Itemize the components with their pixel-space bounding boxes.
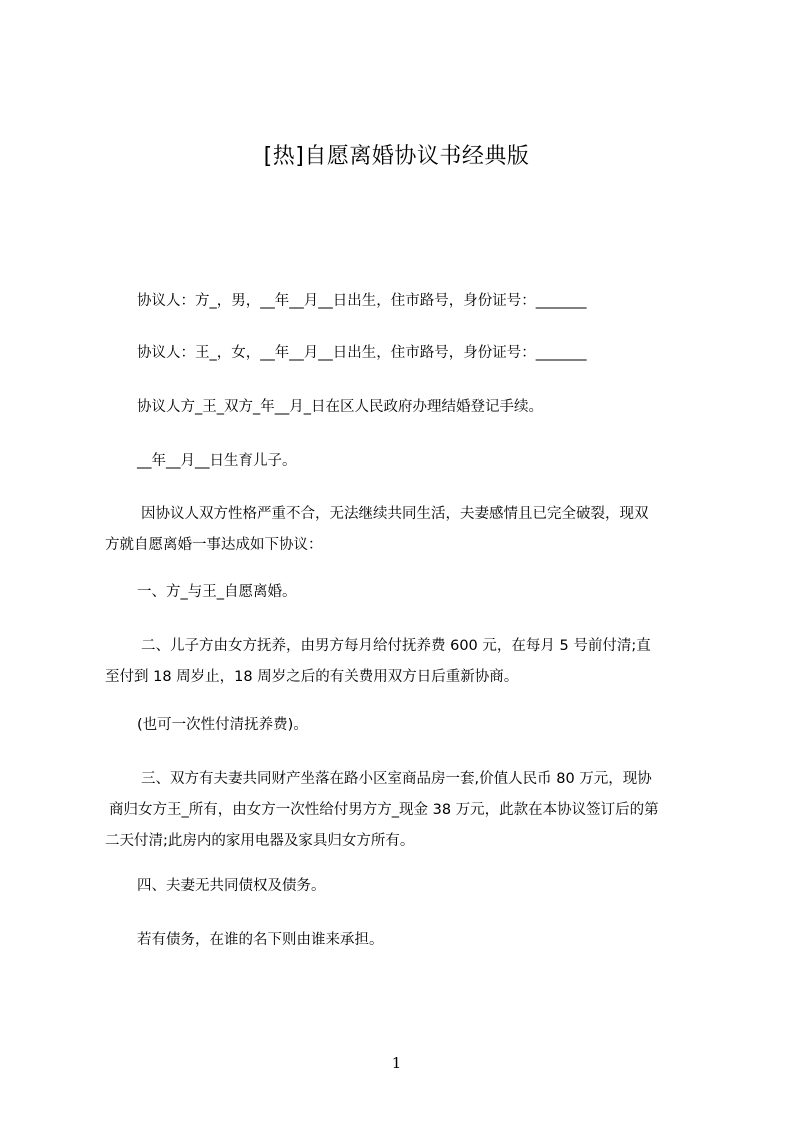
paragraph-line: 若有债务，在谁的名下则由谁来承担。 [137,932,384,948]
paragraph-marriage-registration [105,392,705,423]
clause-three [105,764,705,857]
paragraph-line: 四、夫妻无共同债权及债务。 [137,878,326,894]
paragraph-line: 协议人：方_，男，__年__月__日出生，住市路号，身份证号：_______ [137,293,587,309]
paragraph-line: 方就自愿离婚一事达成如下协议： [105,537,323,553]
paragraph-party-b [105,338,705,369]
paragraph-line: 一、方_与王_自愿离婚。 [137,584,297,600]
paragraph-line: 二、儿子方由女方抚养，由男方每月给付抚养费 600 元，在每月 5 号前付清;直 [141,638,651,654]
paragraph-one-time-payment [105,710,705,741]
paragraph-line: 至付到 18 周岁止，18 周岁之后的有关费用双方日后重新协商。 [105,669,519,685]
paragraph-line: 商归女方王_所有，由女方一次性给付男方方_现金 38 万元，此款在本协议签订后的第 [109,802,659,818]
paragraph-line: __年__月__日生育儿子。 [137,453,297,469]
paragraph-divorce-reason [105,499,705,561]
clause-one [105,577,705,608]
paragraph-line: 协议人方_王_双方_年__月_日在区人民政府办理结婚登记手续。 [137,399,543,415]
paragraph-line: 因协议人双方性格严重不合，无法继续共同生活，夫妻感情且已完全破裂，现双 [141,506,649,522]
paragraph-line: 三、双方有夫妻共同财产坐落在路小区室商品房一套,价值人民币 80 万元，现协 [141,771,652,787]
paragraph-line: (也可一次性付清抚养费)。 [137,717,308,733]
paragraph-party-a [105,286,705,317]
paragraph-line: 协议人：王_，女，__年__月__日出生，住市路号，身份证号：_______ [137,345,587,361]
paragraph-line: 二天付清;此房内的家用电器及家具归女方所有。 [105,833,415,849]
clause-four [105,871,705,902]
document-title: [热]自愿离婚协议书经典版 [263,144,530,169]
clause-two [105,631,705,693]
paragraph-debt-responsibility [105,925,705,956]
paragraph-child-birth [105,446,705,477]
page-number: 1 [391,1054,402,1072]
